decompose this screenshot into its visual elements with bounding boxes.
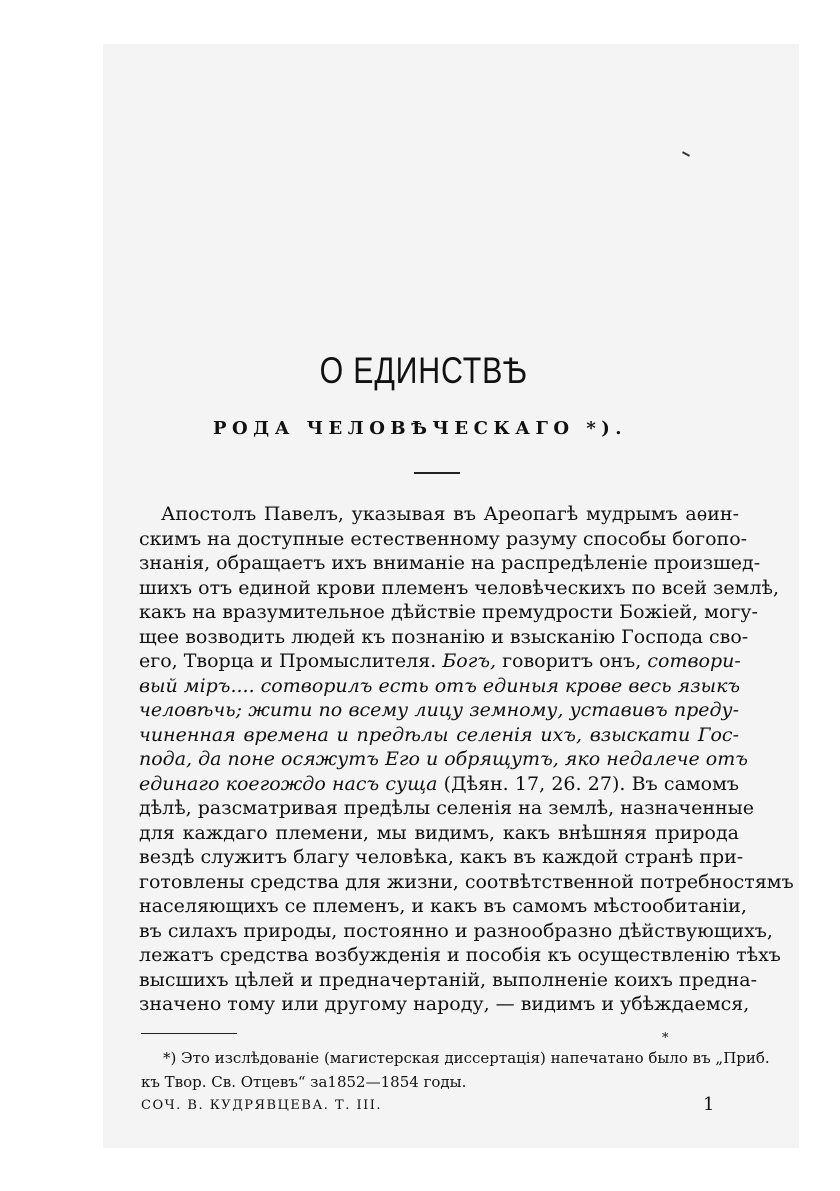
quote-segment: сотвори- xyxy=(647,650,741,672)
text-line: дѣлѣ, разсматривая предѣлы селенія на землѣ, назначенные xyxy=(139,797,755,819)
text-line: высшихъ цѣлей и предначертаній, выполненіе коихъ предна- xyxy=(139,968,758,991)
text-line: готовлены средства для жизни, соотвѣтственной потребностямъ xyxy=(139,870,794,893)
text-segment: (Дѣян. 17, 26. 27). Въ самомъ xyxy=(437,772,739,795)
quote-segment: Богъ, xyxy=(442,650,497,672)
page-number: 1 xyxy=(703,1094,715,1115)
footnote-line: *) Это изслѣдованіе (магистерская диссертація) напечатано было въ „Приб. xyxy=(163,1049,770,1067)
printer-signature: СОЧ. В. КУДРЯВЦЕВА. Т. III. xyxy=(141,1098,383,1113)
footnote xyxy=(141,1046,770,1094)
title-divider xyxy=(414,472,460,474)
page-title: О ЕДИНСТВѢ xyxy=(319,350,528,391)
text-line: населяющихъ се племенъ, и какъ въ самомъ мѣстообитаніи, xyxy=(139,895,747,917)
text-line: Апостолъ Павелъ, указывая въ Ареопагѣ мудрымъ аѳин- xyxy=(161,503,739,525)
quote-segment: единаго коегождо насъ суща xyxy=(139,772,438,795)
body-paragraph xyxy=(139,502,794,1017)
text-line: знанія, обращаетъ ихъ вниманіе на распредѣленіе произшед- xyxy=(139,552,761,574)
quote-line: человѣчь; жити по всему лицу земному, уставивъ преду- xyxy=(139,699,739,721)
text-line: для каждаго племени, мы видимъ, какъ внѣшняя природа xyxy=(139,821,739,844)
text-line xyxy=(139,649,739,674)
quote-line: чиненная времена и предѣлы селенія ихъ, взыскати Гос- xyxy=(139,723,739,746)
footnote-line: къ Твор. Св. Отцевъ“ за1852—1854 годы. xyxy=(141,1073,467,1091)
text-line: лежатъ средства возбужденія и пособія къ осуществленію тѣхъ xyxy=(139,944,781,966)
text-line: въ силахъ природы, постоянно и разнообразно дѣйствующихъ, xyxy=(139,919,773,942)
quote-line: пода, да поне осяжутъ Его и обрящутъ, яко недалече отъ xyxy=(139,748,748,770)
text-line: щее возводить людей къ познанію и взысканію Господа сво- xyxy=(139,625,749,648)
quote-line: вый міръ.... сотворилъ есть отъ единыя крове весь языкъ xyxy=(139,674,741,697)
text-line: какъ на вразумительное дѣйствіе премудрости Божіей, могу- xyxy=(139,601,758,623)
footnote-asterisk: * xyxy=(662,1031,669,1046)
text-line: вездѣ служитъ благу человѣка, какъ въ каждой странѣ при- xyxy=(139,846,744,868)
text-line: шихъ отъ единой крови племенъ человѣческихъ по всей землѣ, xyxy=(139,576,780,599)
page-subtitle: РОДА ЧЕЛОВѢЧЕСКАГО *). xyxy=(212,418,628,439)
footnote-divider xyxy=(141,1033,237,1034)
text-segment: его, Творца и Промыслителя. xyxy=(139,650,443,672)
text-segment: говоритъ онъ, xyxy=(496,650,648,672)
text-line xyxy=(139,772,739,797)
text-line: значено тому или другому народу, — видимъ и убѣждаемся, xyxy=(139,993,750,1015)
text-line: скимъ на доступные естественному разуму способы богопо- xyxy=(139,527,748,550)
